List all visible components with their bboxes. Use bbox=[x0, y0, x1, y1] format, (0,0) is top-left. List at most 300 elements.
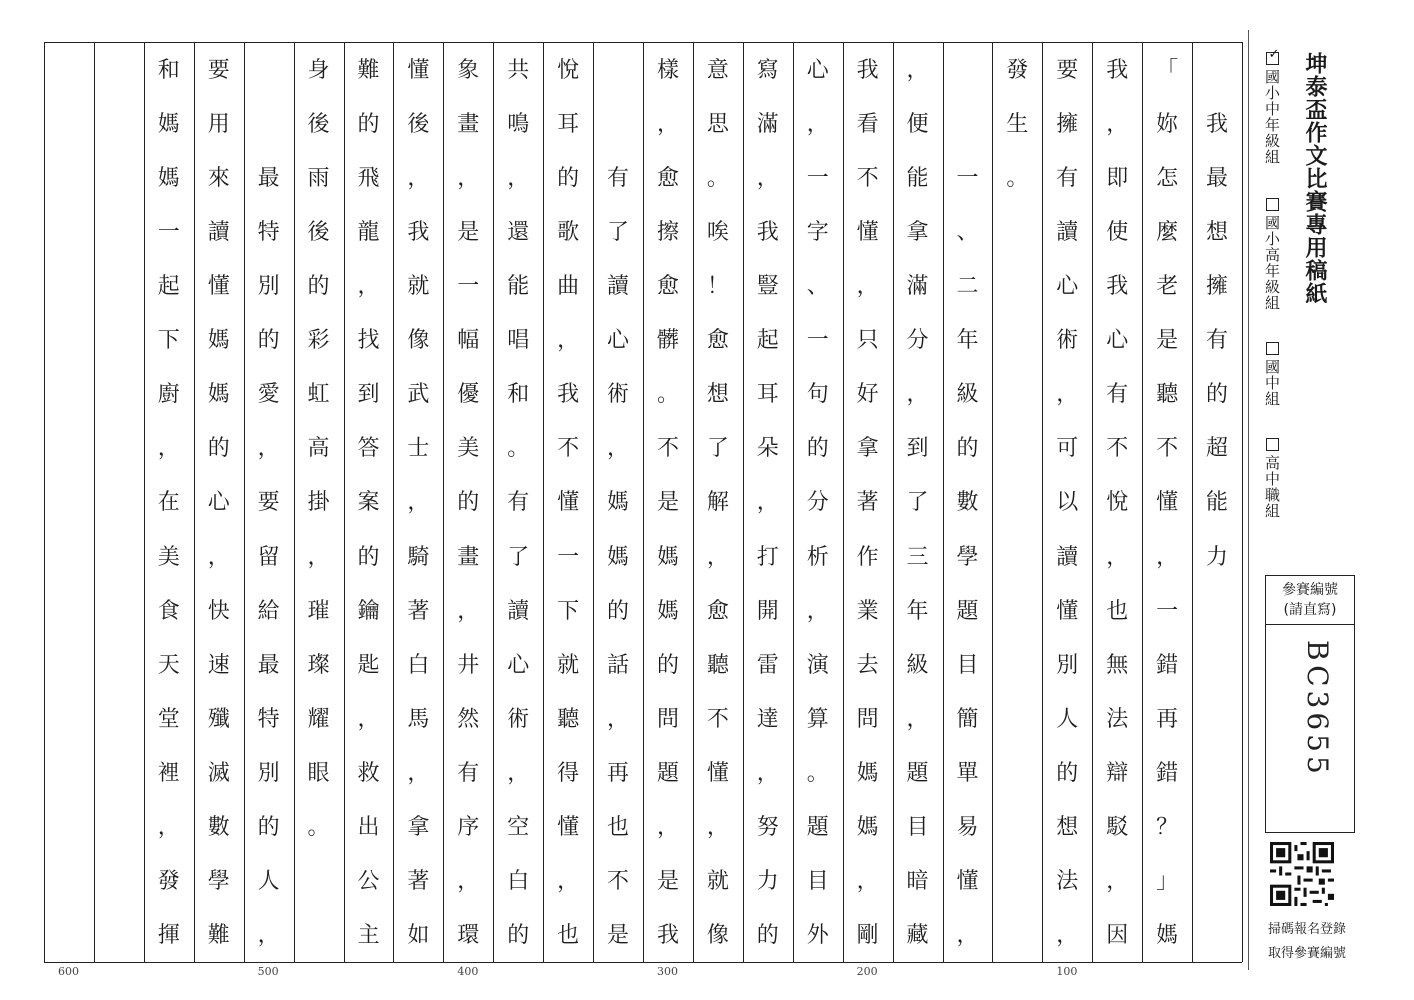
manuscript-character: 像 bbox=[706, 923, 729, 949]
manuscript-character: ？ bbox=[1156, 815, 1179, 841]
manuscript-character: 的 bbox=[257, 815, 280, 841]
manuscript-column bbox=[94, 42, 144, 962]
manuscript-character: 是 bbox=[656, 490, 679, 516]
manuscript-character: 媽 bbox=[157, 165, 180, 191]
manuscript-character: 滿 bbox=[906, 273, 929, 299]
manuscript-character: 懂 bbox=[1056, 598, 1079, 624]
manuscript-character: 我 bbox=[557, 382, 580, 408]
manuscript-character: ， bbox=[656, 111, 679, 137]
manuscript-character: 速 bbox=[207, 652, 230, 678]
manuscript-character: 達 bbox=[756, 706, 779, 732]
manuscript-character: 要 bbox=[207, 57, 230, 83]
manuscript-character: 懂 bbox=[207, 273, 230, 299]
manuscript-character: 裡 bbox=[157, 761, 180, 787]
manuscript-character: 擁 bbox=[1206, 273, 1229, 299]
manuscript-character: ， bbox=[856, 869, 879, 895]
manuscript-character: 起 bbox=[157, 273, 180, 299]
option-label: 國中組 bbox=[1263, 359, 1281, 407]
manuscript-column bbox=[294, 42, 344, 962]
manuscript-character: 單 bbox=[956, 761, 979, 787]
manuscript-character: 。 bbox=[806, 761, 829, 787]
manuscript-character: 讀 bbox=[1056, 544, 1079, 570]
manuscript-character: 思 bbox=[706, 111, 729, 137]
manuscript-character: ， bbox=[607, 706, 630, 732]
manuscript-character: 特 bbox=[257, 219, 280, 245]
manuscript-column bbox=[992, 42, 1042, 962]
manuscript-character: 要 bbox=[257, 490, 280, 516]
manuscript-character: 的 bbox=[1056, 761, 1079, 787]
manuscript-character: 懂 bbox=[557, 815, 580, 841]
manuscript-character: 歌 bbox=[557, 219, 580, 245]
manuscript-character: ， bbox=[407, 490, 430, 516]
manuscript-character: 是 bbox=[656, 869, 679, 895]
manuscript-character: 的 bbox=[307, 273, 330, 299]
manuscript-character: 以 bbox=[1056, 490, 1079, 516]
manuscript-column bbox=[793, 42, 843, 962]
option-junior-high[interactable] bbox=[1262, 342, 1283, 407]
manuscript-character: 白 bbox=[407, 652, 430, 678]
side-divider bbox=[1248, 30, 1249, 970]
manuscript-character: 拿 bbox=[856, 436, 879, 462]
manuscript-character: 耀 bbox=[307, 706, 330, 732]
manuscript-character: 聽 bbox=[1156, 382, 1179, 408]
manuscript-character: 著 bbox=[407, 869, 430, 895]
manuscript-character: 唉 bbox=[706, 219, 729, 245]
manuscript-column bbox=[443, 42, 493, 962]
manuscript-character: 心 bbox=[806, 57, 829, 83]
option-label: 國小高年級組 bbox=[1263, 215, 1281, 311]
manuscript-character: 媽 bbox=[1156, 923, 1179, 949]
manuscript-character: 題 bbox=[906, 761, 929, 787]
manuscript-character: 易 bbox=[956, 815, 979, 841]
manuscript-character: 不 bbox=[557, 436, 580, 462]
manuscript-character: ， bbox=[507, 165, 530, 191]
manuscript-character: 。 bbox=[656, 382, 679, 408]
checkbox-icon[interactable] bbox=[1266, 342, 1279, 355]
manuscript-character: 的 bbox=[756, 923, 779, 949]
manuscript-character: 使 bbox=[1106, 219, 1129, 245]
manuscript-character: 目 bbox=[806, 869, 829, 895]
manuscript-column bbox=[593, 42, 643, 962]
manuscript-character: ， bbox=[457, 869, 480, 895]
manuscript-character: ， bbox=[756, 490, 779, 516]
manuscript-character: 媽 bbox=[607, 490, 630, 516]
qr-caption-number: 取得參賽編號 bbox=[1267, 946, 1346, 961]
manuscript-character: 發 bbox=[157, 869, 180, 895]
manuscript-character: 有 bbox=[1206, 328, 1229, 354]
manuscript-character: 是 bbox=[607, 923, 630, 949]
manuscript-character: 級 bbox=[906, 652, 929, 678]
manuscript-character: 的 bbox=[1206, 382, 1229, 408]
manuscript-character: 不 bbox=[1156, 436, 1179, 462]
manuscript-character: 了 bbox=[706, 436, 729, 462]
manuscript-character: 有 bbox=[607, 165, 630, 191]
manuscript-character: 畫 bbox=[457, 111, 480, 137]
manuscript-character: 曲 bbox=[557, 273, 580, 299]
manuscript-column bbox=[144, 42, 194, 962]
manuscript-character: 公 bbox=[357, 869, 380, 895]
manuscript-character: 意 bbox=[706, 57, 729, 83]
manuscript-character: ！ bbox=[706, 273, 729, 299]
manuscript-character: 最 bbox=[1206, 165, 1229, 191]
manuscript-character: 只 bbox=[856, 328, 879, 354]
manuscript-character: 外 bbox=[806, 923, 829, 949]
manuscript-character: 如 bbox=[407, 923, 430, 949]
manuscript-character: 再 bbox=[1156, 706, 1179, 732]
manuscript-character: 美 bbox=[457, 436, 480, 462]
manuscript-character: 演 bbox=[806, 652, 829, 678]
manuscript-character: 士 bbox=[407, 436, 430, 462]
manuscript-column bbox=[743, 42, 793, 962]
manuscript-character bbox=[244, 98, 294, 151]
manuscript-character: 的 bbox=[207, 436, 230, 462]
manuscript-character: 能 bbox=[1206, 490, 1229, 516]
manuscript-character: 是 bbox=[1156, 328, 1179, 354]
manuscript-character: 題 bbox=[806, 815, 829, 841]
manuscript-column bbox=[643, 42, 693, 962]
manuscript-character: 拿 bbox=[906, 219, 929, 245]
manuscript-character: 彩 bbox=[307, 328, 330, 354]
manuscript-character: 。 bbox=[706, 165, 729, 191]
manuscript-character: 有 bbox=[507, 490, 530, 516]
manuscript-character: 特 bbox=[257, 706, 280, 732]
manuscript-column bbox=[244, 42, 294, 962]
registration-number-box bbox=[1265, 575, 1355, 833]
manuscript-character: 滿 bbox=[756, 111, 779, 137]
scale-label: 200 bbox=[856, 965, 878, 978]
manuscript-character: 懂 bbox=[856, 219, 879, 245]
manuscript-character: 一 bbox=[157, 219, 180, 245]
manuscript-character: 年 bbox=[906, 598, 929, 624]
manuscript-character bbox=[943, 44, 993, 97]
manuscript-character: ， bbox=[457, 598, 480, 624]
manuscript-character: 天 bbox=[157, 652, 180, 678]
manuscript-character: 懂 bbox=[407, 57, 430, 83]
manuscript-character: 術 bbox=[1056, 328, 1079, 354]
manuscript-character: 一 bbox=[956, 165, 979, 191]
manuscript-character: 唱 bbox=[507, 328, 530, 354]
manuscript-character: 一 bbox=[557, 544, 580, 570]
manuscript-character: 愈 bbox=[706, 328, 729, 354]
manuscript-character: 的 bbox=[357, 544, 380, 570]
manuscript-character: 媽 bbox=[856, 761, 879, 787]
scale-label: 400 bbox=[457, 965, 479, 978]
manuscript-character: 下 bbox=[557, 598, 580, 624]
manuscript-character: 白 bbox=[507, 869, 530, 895]
manuscript-character: 好 bbox=[856, 382, 879, 408]
manuscript-character: 樣 bbox=[656, 57, 679, 83]
manuscript-character bbox=[943, 98, 993, 151]
manuscript-character: ， bbox=[1156, 544, 1179, 570]
manuscript-character: 和 bbox=[157, 57, 180, 83]
manuscript-character: ， bbox=[407, 165, 430, 191]
manuscript-character: 畫 bbox=[457, 544, 480, 570]
manuscript-character: 學 bbox=[956, 544, 979, 570]
manuscript-character: 人 bbox=[1056, 706, 1079, 732]
manuscript-character bbox=[244, 44, 294, 97]
manuscript-character: 擦 bbox=[656, 219, 679, 245]
checkbox-checked-icon[interactable] bbox=[1266, 52, 1279, 65]
manuscript-character: 力 bbox=[1206, 544, 1229, 570]
manuscript-character: 我 bbox=[756, 219, 779, 245]
manuscript-character bbox=[1192, 44, 1242, 97]
manuscript-character: 、 bbox=[806, 273, 829, 299]
manuscript-character: 幅 bbox=[457, 328, 480, 354]
manuscript-character: 在 bbox=[157, 490, 180, 516]
option-middle-grade[interactable] bbox=[1262, 52, 1283, 165]
manuscript-character: 別 bbox=[1056, 652, 1079, 678]
manuscript-character: 話 bbox=[607, 652, 630, 678]
manuscript-character: 算 bbox=[806, 706, 829, 732]
manuscript-character: 鳴 bbox=[507, 111, 530, 137]
manuscript-character: 人 bbox=[257, 869, 280, 895]
manuscript-character: 超 bbox=[1206, 436, 1229, 462]
manuscript-character: 愛 bbox=[257, 382, 280, 408]
manuscript-character: 留 bbox=[257, 544, 280, 570]
manuscript-character: 數 bbox=[956, 490, 979, 516]
manuscript-character: ， bbox=[756, 165, 779, 191]
manuscript-character: 讀 bbox=[507, 598, 530, 624]
qr-code-icon[interactable] bbox=[1270, 842, 1334, 906]
manuscript-character: 生 bbox=[1006, 111, 1029, 137]
manuscript-character: ， bbox=[656, 815, 679, 841]
manuscript-character: 匙 bbox=[357, 652, 380, 678]
manuscript-character: 讀 bbox=[1056, 219, 1079, 245]
manuscript-character: 悅 bbox=[1106, 490, 1129, 516]
manuscript-character: ， bbox=[457, 165, 480, 191]
manuscript-character: 媽 bbox=[157, 111, 180, 137]
manuscript-character: ， bbox=[307, 544, 330, 570]
manuscript-character: 字 bbox=[806, 219, 829, 245]
manuscript-character: 馬 bbox=[407, 706, 430, 732]
manuscript-character: 不 bbox=[656, 436, 679, 462]
checkbox-icon[interactable] bbox=[1266, 198, 1279, 211]
manuscript-character: 目 bbox=[956, 652, 979, 678]
manuscript-character: 擁 bbox=[1056, 111, 1079, 137]
manuscript-character: 開 bbox=[756, 598, 779, 624]
manuscript-character: ， bbox=[357, 706, 380, 732]
manuscript-character: 空 bbox=[507, 815, 530, 841]
manuscript-character: 作 bbox=[856, 544, 879, 570]
manuscript-character: 問 bbox=[656, 706, 679, 732]
scale-label: 600 bbox=[58, 965, 79, 978]
manuscript-character: 悅 bbox=[557, 57, 580, 83]
manuscript-character: 我 bbox=[856, 57, 879, 83]
option-label: 高中職組 bbox=[1263, 455, 1281, 519]
manuscript-character: 還 bbox=[507, 219, 530, 245]
manuscript-character: 一 bbox=[806, 328, 829, 354]
manuscript-character: 媽 bbox=[207, 328, 230, 354]
manuscript-character bbox=[593, 98, 643, 151]
manuscript-character: 可 bbox=[1056, 436, 1079, 462]
manuscript-character: 愈 bbox=[656, 165, 679, 191]
manuscript-character: 一 bbox=[1156, 598, 1179, 624]
manuscript-character: ， bbox=[357, 273, 380, 299]
manuscript-character: 的 bbox=[656, 652, 679, 678]
manuscript-character: 也 bbox=[607, 815, 630, 841]
manuscript-character: ， bbox=[706, 544, 729, 570]
manuscript-character: 起 bbox=[756, 328, 779, 354]
manuscript-character: 剛 bbox=[856, 923, 879, 949]
manuscript-character: 想 bbox=[1056, 815, 1079, 841]
manuscript-character: ， bbox=[257, 923, 280, 949]
manuscript-character: 眼 bbox=[307, 761, 330, 787]
manuscript-character: 到 bbox=[906, 436, 929, 462]
manuscript-character: 「 bbox=[1156, 57, 1179, 83]
manuscript-character: 一 bbox=[806, 165, 829, 191]
manuscript-column bbox=[1092, 42, 1142, 962]
manuscript-character: ， bbox=[906, 57, 929, 83]
manuscript-grid bbox=[44, 42, 1242, 962]
manuscript-character: 像 bbox=[407, 328, 430, 354]
manuscript-character: 不 bbox=[1106, 436, 1129, 462]
manuscript-character: 髒 bbox=[656, 328, 679, 354]
manuscript-character: 的 bbox=[806, 436, 829, 462]
manuscript-character: ， bbox=[257, 436, 280, 462]
manuscript-character: ， bbox=[557, 869, 580, 895]
manuscript-character: ， bbox=[607, 436, 630, 462]
manuscript-character: 一 bbox=[457, 273, 480, 299]
manuscript-character: 難 bbox=[357, 57, 380, 83]
manuscript-character: 的 bbox=[507, 923, 530, 949]
manuscript-character: 環 bbox=[457, 923, 480, 949]
manuscript-character: ， bbox=[507, 761, 530, 787]
checkbox-icon[interactable] bbox=[1266, 438, 1279, 451]
manuscript-character: 和 bbox=[507, 382, 530, 408]
manuscript-character: 目 bbox=[906, 815, 929, 841]
manuscript-character: 媽 bbox=[207, 382, 230, 408]
manuscript-character: 到 bbox=[357, 382, 380, 408]
manuscript-character: 愈 bbox=[706, 598, 729, 624]
manuscript-character: 掛 bbox=[307, 490, 330, 516]
manuscript-character: 分 bbox=[906, 328, 929, 354]
manuscript-character: 美 bbox=[157, 544, 180, 570]
registration-label-line1: 參賽編號 bbox=[1282, 582, 1338, 598]
manuscript-character: 雨 bbox=[307, 165, 330, 191]
manuscript-character: 我 bbox=[1106, 273, 1129, 299]
manuscript-character: 媽 bbox=[656, 544, 679, 570]
manuscript-character: 給 bbox=[257, 598, 280, 624]
manuscript-character: 術 bbox=[607, 382, 630, 408]
manuscript-character: 有 bbox=[1106, 382, 1129, 408]
manuscript-character: 著 bbox=[856, 490, 879, 516]
manuscript-character: 我 bbox=[407, 219, 430, 245]
manuscript-character: 身 bbox=[307, 57, 330, 83]
manuscript-column bbox=[693, 42, 743, 962]
manuscript-character: 不 bbox=[607, 869, 630, 895]
registration-code[interactable]: BC3655 bbox=[1301, 640, 1334, 778]
manuscript-character: 出 bbox=[357, 815, 380, 841]
manuscript-character: 錯 bbox=[1156, 761, 1179, 787]
manuscript-character: 心 bbox=[1106, 328, 1129, 354]
manuscript-character: 去 bbox=[856, 652, 879, 678]
manuscript-character: 聽 bbox=[557, 706, 580, 732]
manuscript-character: 難 bbox=[207, 923, 230, 949]
manuscript-character: 讀 bbox=[607, 273, 630, 299]
manuscript-character: 懂 bbox=[557, 490, 580, 516]
manuscript-character: 怎 bbox=[1156, 165, 1179, 191]
manuscript-character: ， bbox=[157, 436, 180, 462]
manuscript-character: 後 bbox=[307, 111, 330, 137]
manuscript-character: ， bbox=[806, 111, 829, 137]
registration-label-line2: (請直寫) bbox=[1283, 602, 1337, 618]
manuscript-character: 藏 bbox=[906, 923, 929, 949]
manuscript-character: 懂 bbox=[1156, 490, 1179, 516]
manuscript-character: 心 bbox=[507, 652, 530, 678]
manuscript-column bbox=[194, 42, 244, 962]
manuscript-character: 想 bbox=[1206, 219, 1229, 245]
manuscript-character: ， bbox=[1106, 544, 1129, 570]
manuscript-character: 最 bbox=[257, 652, 280, 678]
manuscript-character: 的 bbox=[956, 436, 979, 462]
manuscript-character: 不 bbox=[856, 165, 879, 191]
scale-label: 500 bbox=[257, 965, 279, 978]
manuscript-column bbox=[344, 42, 394, 962]
manuscript-character: 朵 bbox=[756, 436, 779, 462]
manuscript-character: ， bbox=[706, 815, 729, 841]
manuscript-character: 後 bbox=[407, 111, 430, 137]
manuscript-character: 序 bbox=[457, 815, 480, 841]
manuscript-character: 井 bbox=[457, 652, 480, 678]
form-title: 坤泰盃作文比賽專用稿紙 bbox=[1302, 52, 1327, 305]
manuscript-character: 的 bbox=[357, 111, 380, 137]
manuscript-character: 別 bbox=[257, 273, 280, 299]
manuscript-character: 懂 bbox=[956, 869, 979, 895]
manuscript-character: 鑰 bbox=[357, 598, 380, 624]
manuscript-character: 無 bbox=[1106, 652, 1129, 678]
manuscript-character: 努 bbox=[756, 815, 779, 841]
manuscript-character: 耳 bbox=[756, 382, 779, 408]
manuscript-character: ， bbox=[806, 598, 829, 624]
manuscript-character: 便 bbox=[906, 111, 929, 137]
manuscript-character: 懂 bbox=[706, 761, 729, 787]
qr-caption-register: 掃碼報名登錄 bbox=[1267, 922, 1346, 937]
option-upper-grade[interactable] bbox=[1262, 198, 1283, 311]
manuscript-character: 的 bbox=[257, 328, 280, 354]
manuscript-character: ， bbox=[1056, 923, 1079, 949]
manuscript-character: ， bbox=[856, 273, 879, 299]
manuscript-character: 。 bbox=[1006, 165, 1029, 191]
manuscript-character: ， bbox=[756, 761, 779, 787]
scale-label: 100 bbox=[1056, 965, 1078, 978]
manuscript-character: 解 bbox=[706, 490, 729, 516]
manuscript-character: ， bbox=[557, 328, 580, 354]
option-senior-high[interactable] bbox=[1262, 438, 1283, 519]
manuscript-character: 年 bbox=[956, 328, 979, 354]
manuscript-character: 也 bbox=[557, 923, 580, 949]
manuscript-character: 也 bbox=[1106, 598, 1129, 624]
manuscript-character: 不 bbox=[706, 706, 729, 732]
manuscript-character: ， bbox=[906, 382, 929, 408]
manuscript-character: 龍 bbox=[357, 219, 380, 245]
manuscript-character: 即 bbox=[1106, 165, 1129, 191]
manuscript-character: 用 bbox=[207, 111, 230, 137]
manuscript-character: 要 bbox=[1056, 57, 1079, 83]
manuscript-column bbox=[44, 42, 94, 962]
manuscript-character: 力 bbox=[756, 869, 779, 895]
manuscript-character: 題 bbox=[956, 598, 979, 624]
manuscript-character: 救 bbox=[357, 761, 380, 787]
manuscript-character: 心 bbox=[207, 490, 230, 516]
manuscript-character: 因 bbox=[1106, 923, 1129, 949]
manuscript-character: 的 bbox=[607, 598, 630, 624]
manuscript-character: 麼 bbox=[1156, 219, 1179, 245]
manuscript-column bbox=[1142, 42, 1192, 962]
manuscript-character: 是 bbox=[457, 219, 480, 245]
manuscript-character: 食 bbox=[157, 598, 180, 624]
manuscript-character: 揮 bbox=[157, 923, 180, 949]
manuscript-character: 數 bbox=[207, 815, 230, 841]
